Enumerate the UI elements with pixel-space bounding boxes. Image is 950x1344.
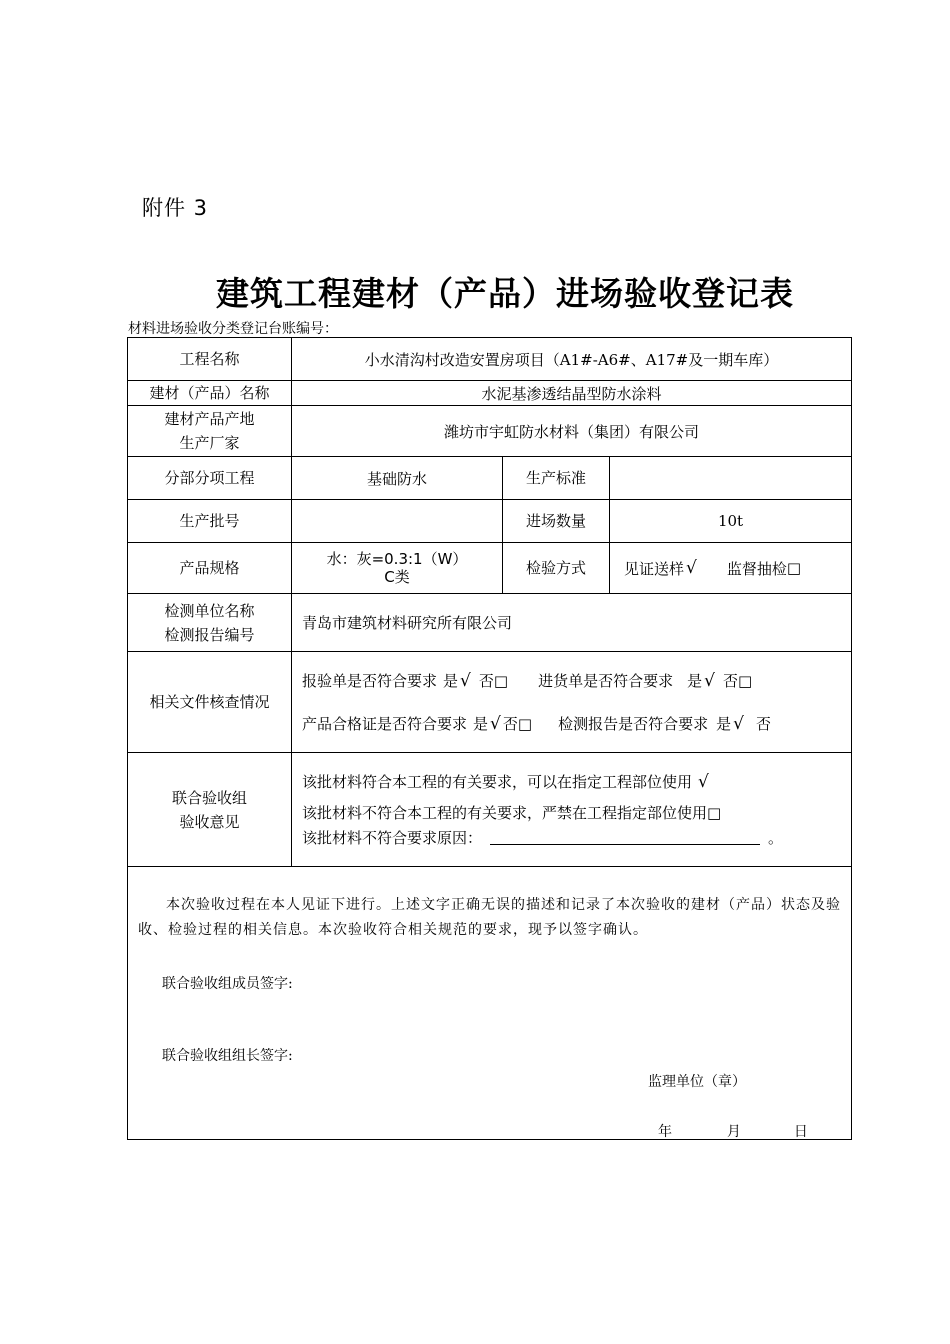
division-value: 基础防水 <box>292 457 503 500</box>
batch-label: 生产批号 <box>128 500 292 543</box>
declaration-text: 本次验收过程在本人见证下进行。上述文字正确无误的描述和记录了本次验收的建材（产品）状态及验收、检验过程的相关信息。本次验收符合相关规范的要求，现予以签字确认。 <box>138 897 841 938</box>
division-row <box>128 457 852 500</box>
doc-check-4-no: 否 <box>755 715 771 733</box>
lab-value: 青岛市建筑材料研究所有限公司 <box>292 594 852 652</box>
project-label: 工程名称 <box>128 338 292 381</box>
doc-check-3-yes: 是 <box>473 715 489 733</box>
doc-check-3: 产品合格证是否符合要求 <box>302 715 468 733</box>
quantity-value: 10t <box>610 500 852 543</box>
batch-value <box>292 500 503 543</box>
standard-value <box>610 457 852 500</box>
opinion-label-line2: 验收意见 <box>179 812 240 831</box>
doc-check-1-yes: 是 <box>443 672 459 690</box>
material-row <box>128 381 852 406</box>
batch-row <box>128 500 852 543</box>
doc-check-4-yes: 是 <box>716 715 732 733</box>
ledger-number-label: 材料进场验收分类登记台账编号： <box>128 321 338 337</box>
member-signature-label: 联合验收组成员签字: <box>162 976 293 992</box>
doc-check-1-yes-mark: √ <box>460 670 471 691</box>
doc-check-3-yes-mark: √ <box>490 713 501 734</box>
docs-row <box>128 652 852 753</box>
doc-check-1-no: 否□ <box>478 672 509 690</box>
witness-sampling-label: 见证送样 <box>624 559 685 578</box>
material-label: 建材（产品）名称 <box>128 381 292 406</box>
attachment-label: 附件 3 <box>142 196 209 220</box>
opinion-label-line1: 联合验收组 <box>171 788 247 807</box>
doc-check-2-yes: 是 <box>687 672 703 690</box>
spec-value-line1: 水：灰=0.3:1（W） <box>326 550 468 568</box>
origin-label-line2: 生产厂家 <box>179 434 240 452</box>
spec-label: 产品规格 <box>128 543 292 594</box>
opinion-approve-check: √ <box>698 771 709 792</box>
supervisor-seal-label: 监理单位（章） <box>648 1074 746 1090</box>
spec-value-line2: C类 <box>384 568 410 586</box>
standard-label: 生产标准 <box>503 457 610 500</box>
doc-check-4-yes-mark: √ <box>733 713 744 734</box>
quantity-label: 进场数量 <box>503 500 610 543</box>
signature-cell <box>128 867 852 1140</box>
origin-label <box>128 406 292 457</box>
signature-row <box>128 867 852 1140</box>
division-label: 分部分项工程 <box>128 457 292 500</box>
opinion-approve-text: 该批材料符合本工程的有关要求，可以在指定工程部位使用 <box>302 773 693 791</box>
opinion-reject-text: 该批材料不符合本工程的有关要求，严禁在工程指定部位使用□ <box>302 804 722 822</box>
form-title: 建筑工程建材（产品）进场验收登记表 <box>216 274 794 313</box>
doc-check-2: 进货单是否符合要求 <box>538 672 674 690</box>
date-line <box>658 1121 808 1141</box>
docs-label: 相关文件核查情况 <box>128 652 292 753</box>
lab-label-line2: 检测报告编号 <box>164 625 255 644</box>
date-year: 年 <box>658 1124 672 1140</box>
witness-sampling-check: √ <box>686 558 697 578</box>
docs-checks <box>292 652 852 753</box>
opinion-reason-blank <box>490 830 760 845</box>
manufacturer-value: 潍坊市宇虹防水材料（集团）有限公司 <box>292 406 852 457</box>
project-value: 小水清沟村改造安置房项目（A1#-A6#、A17#及一期车库） <box>292 338 852 381</box>
spec-row <box>128 543 852 594</box>
date-month: 月 <box>726 1124 741 1140</box>
doc-check-1: 报验单是否符合要求 <box>302 672 438 690</box>
spot-check-label: 监督抽检 <box>726 559 787 578</box>
spot-check-box: □ <box>786 559 802 577</box>
origin-row <box>128 406 852 457</box>
date-day: 日 <box>793 1124 808 1140</box>
leader-signature-label: 联合验收组组长签字: <box>162 1048 293 1064</box>
material-value: 水泥基渗透结晶型防水涂料 <box>292 381 852 406</box>
inspection-method-value <box>610 543 852 594</box>
doc-check-2-yes-mark: √ <box>704 670 715 691</box>
opinion-label <box>128 753 292 867</box>
acceptance-form-table <box>127 337 852 1140</box>
opinion-value <box>292 753 852 867</box>
spec-value <box>292 543 503 594</box>
opinion-reason-label: 该批材料不符合要求原因： <box>302 829 483 847</box>
lab-label-line1: 检测单位名称 <box>164 601 255 620</box>
project-row <box>128 338 852 381</box>
doc-check-4: 检测报告是否符合要求 <box>558 715 709 733</box>
opinion-row <box>128 753 852 867</box>
origin-label-line1: 建材产品产地 <box>164 410 255 428</box>
doc-check-2-no: 否□ <box>722 672 753 690</box>
doc-check-3-no: 否□ <box>502 715 533 733</box>
opinion-reason-end: 。 <box>768 829 784 847</box>
lab-row <box>128 594 852 652</box>
inspection-method-label: 检验方式 <box>503 543 610 594</box>
lab-label <box>128 594 292 652</box>
